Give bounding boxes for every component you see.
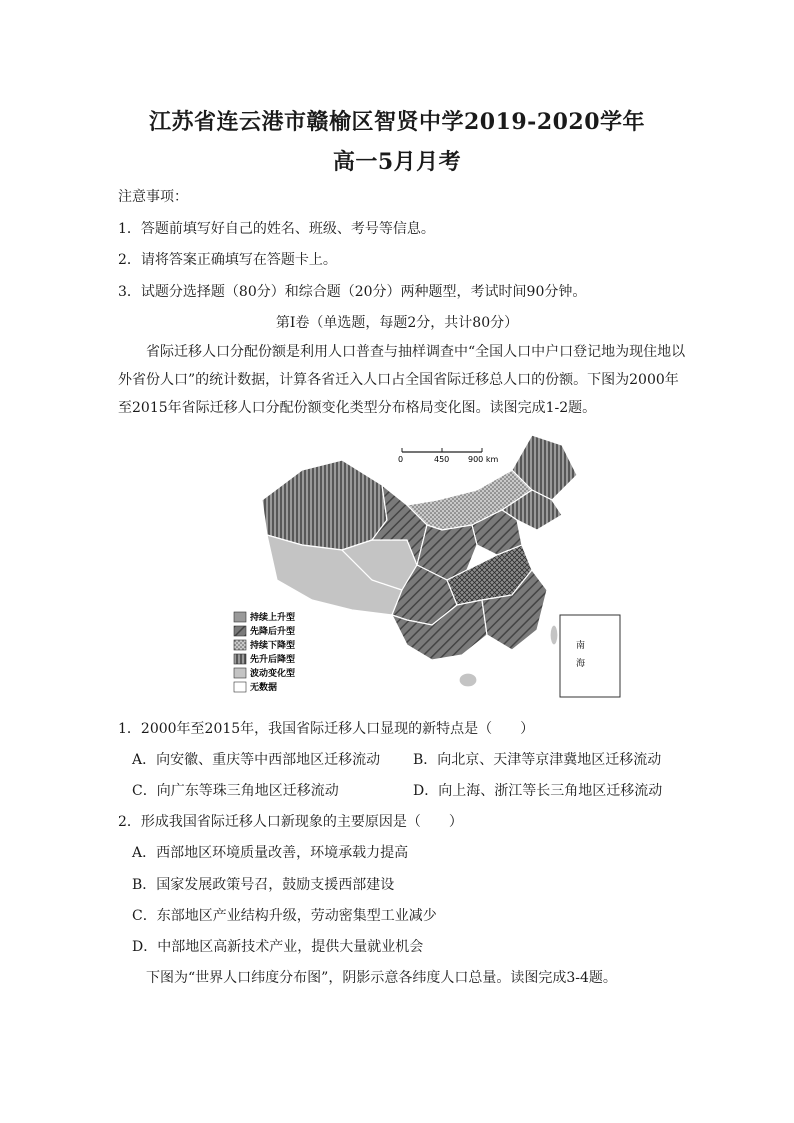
legend-label: 波动变化型 — [250, 669, 296, 679]
map-scale-bar — [398, 448, 498, 464]
inset-label: 海 — [576, 659, 586, 669]
legend-swatch — [234, 626, 246, 636]
legend-swatch — [234, 682, 246, 692]
region-hainan — [459, 673, 477, 687]
section-heading: 第Ⅰ卷（单选题，每题2分，共计80分） — [275, 315, 519, 331]
intro-text: 省际迁移人口分配份额是利用人口普查与抽样调查中“全国人口中户口登记地为现住地以外省份人口”的统计数据，计算各省迁入人口占全国省际迁移总人口的份额。下图为2000年至2015年省际迁移人口分配份额变化类型分布格局变化图。读图完成1-2题。 — [118, 344, 686, 416]
map-svg — [232, 430, 586, 698]
legend-label: 持续上升型 — [250, 613, 296, 623]
legend-swatch — [234, 654, 246, 664]
question-option: D．向上海、浙江等长三角地区迁移流动 — [413, 783, 663, 799]
scale-label: 0 — [398, 455, 404, 464]
question-option: A．西部地区环境质量改善，环境承载力提高 — [132, 845, 409, 861]
notice-heading: 注意事项： — [118, 189, 188, 205]
exam-title-line2: 高一5月月考 — [332, 149, 462, 175]
notice-item: 3．试题分选择题（80分）和综合题（20分）两种题型，考试时间90分钟。 — [118, 284, 587, 300]
inset-label: 南 — [576, 641, 586, 651]
legend-label: 先升后降型 — [250, 655, 296, 665]
notice-item: 1．答题前填写好自己的姓名、班级、考号等信息。 — [118, 221, 435, 237]
next-intro-text: 下图为“世界人口纬度分布图”，阴影示意各纬度人口总量。读图完成3-4题。 — [146, 970, 617, 986]
region-taiwan — [550, 625, 558, 645]
question-stem: 2．形成我国省际迁移人口新现象的主要原因是（ ） — [118, 814, 463, 830]
question-option: B．国家发展政策号召，鼓励支援西部建设 — [132, 877, 395, 893]
legend-label: 先降后升型 — [250, 627, 296, 637]
intro-paragraph — [118, 338, 690, 422]
region-xinjiang — [262, 460, 387, 550]
legend-label: 无数据 — [250, 683, 278, 693]
exam-title-line1: 江苏省连云港市赣榆区智贤中学2019-2020学年 — [148, 109, 646, 135]
question-stem: 1．2000年至2015年，我国省际迁移人口显现的新特点是（ ） — [118, 721, 535, 737]
legend-swatch — [234, 668, 246, 678]
map-legend — [234, 611, 295, 693]
south-china-sea-inset — [560, 615, 620, 697]
legend-swatch — [234, 612, 246, 622]
question-option: C．东部地区产业结构升级，劳动密集型工业减少 — [132, 908, 437, 924]
legend-swatch — [234, 640, 246, 650]
scale-label: 450 — [434, 455, 450, 464]
question-option: D．中部地区高新技术产业，提供大量就业机会 — [132, 939, 424, 955]
question-option: A．向安徽、重庆等中西部地区迁移流动 — [132, 752, 381, 768]
map-regions — [262, 435, 577, 687]
question-option: C．向广东等珠三角地区迁移流动 — [132, 783, 339, 799]
china-migration-map — [232, 430, 586, 698]
legend-label: 持续下降型 — [250, 641, 296, 651]
scale-label: 900 km — [468, 455, 499, 464]
notice-item: 2．请将答案正确填写在答题卡上。 — [118, 252, 337, 268]
question-option: B．向北京、天津等京津冀地区迁移流动 — [413, 752, 662, 768]
